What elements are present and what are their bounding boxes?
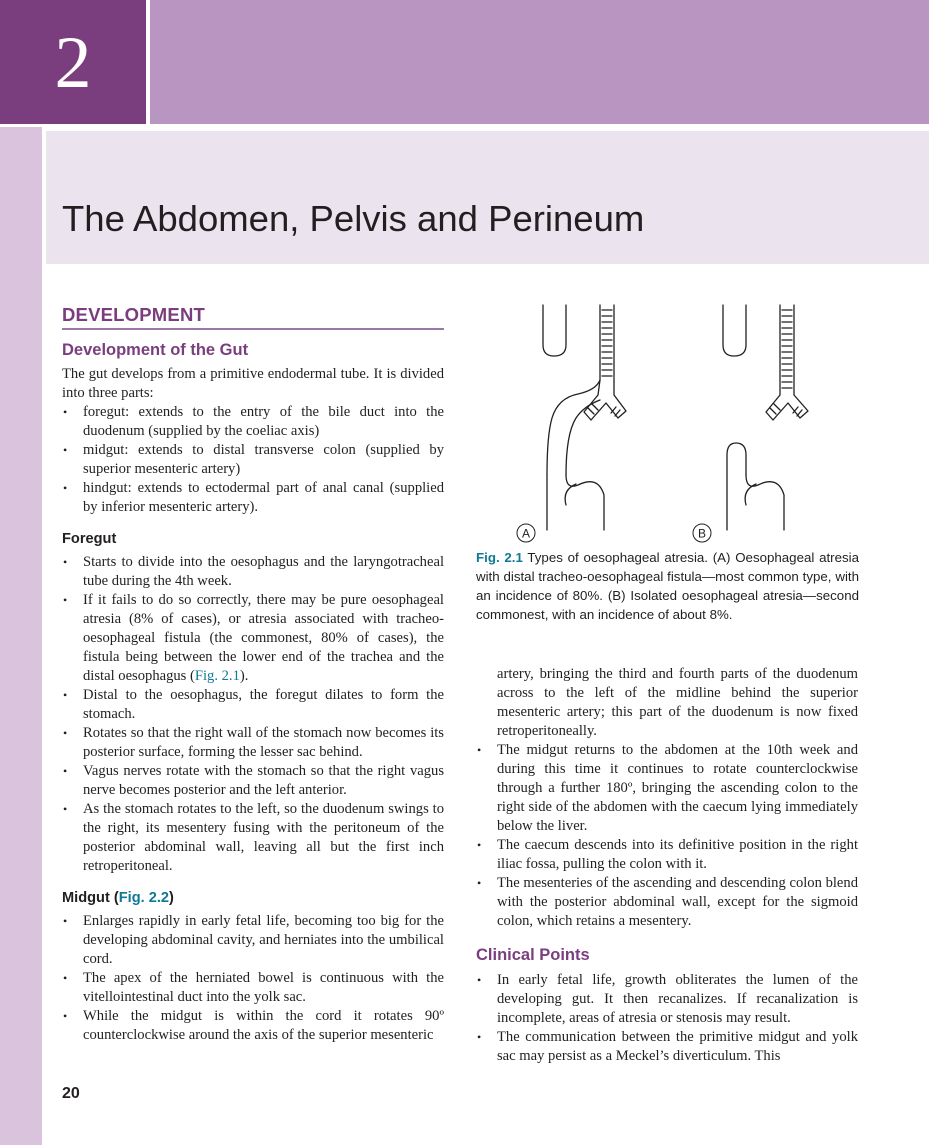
stomach-b — [727, 443, 784, 530]
list-item: • The apex of the herniated bowel is continuous with the vitellointestinal duct into the yolk sac. — [63, 970, 444, 1005]
svg-text:B: B — [697, 526, 707, 541]
left-margin-band — [0, 127, 42, 1145]
upper-pouch-b — [723, 305, 746, 356]
clinical-points-heading: Clinical Points — [476, 946, 590, 964]
list-item: • hindgut: extends to ectodermal part of anal canal (supplied by inferior mesenteric artery). — [63, 480, 444, 515]
trachea-a — [547, 305, 626, 475]
fig-2-2-link[interactable]: Fig. 2.2 — [118, 890, 170, 906]
label-b — [693, 524, 711, 542]
chapter-number-block — [0, 0, 146, 124]
gut-heading: Development of the Gut — [62, 341, 249, 359]
svg-text:A: A — [521, 526, 531, 541]
page-number: 20 — [62, 1085, 80, 1102]
list-item: • midgut: extends to distal transverse colon (supplied by superior mesenteric artery) — [63, 442, 444, 477]
midgut-heading: Midgut (Fig. 2.2) — [62, 890, 174, 906]
list-item: • The mesenteries of the ascending and descending colon blend with the posterior abdominal wall, except for the sigmoid colon, which retains a mesentery. — [477, 875, 858, 929]
foregut-list — [62, 553, 444, 876]
chapter-number: 2 — [54, 22, 92, 104]
list-item: • The midgut returns to the abdomen at the 10th week and during this time it continues to rotate counterclockwise through a further 180º, bringing the ascending colon to the right side of the abdomen with the caecum lying immediately below the liver. — [477, 742, 858, 834]
list-item: • While the midgut is within the cord it rotates 90º counterclockwise around the axis of the superior mesenteric — [63, 1008, 444, 1043]
stomach-a — [547, 400, 604, 530]
gut-parts-list — [62, 403, 444, 517]
list-item: • Distal to the oesophagus, the foregut dilates to form the stomach. — [63, 687, 444, 722]
list-item: • Starts to divide into the oesophagus and the laryngotracheal tube during the 4th week. — [63, 554, 444, 589]
clinical-list — [476, 971, 858, 1066]
midgut-list — [62, 912, 444, 1045]
trachea-b — [766, 305, 808, 420]
list-item: • As the stomach rotates to the left, so the duodenum swings to the right, its mesentery fusing with the peritoneum of the posterior abdominal wall, leaving all but the first inch retroperitoneal. — [63, 801, 444, 874]
list-item: • If it fails to do so correctly, there may be pure oesophageal atresia (8% of cases), or atresia associated with tracheo-oesophageal fistula (the commonest, 80% of cases), the fistula being between the lower end of the trachea and the distal oesophagus (Fig. 2.1). — [63, 592, 444, 684]
upper-pouch-a — [543, 305, 566, 356]
list-item: • foregut: extends to the entry of the bile duct into the duodenum (supplied by the coeliac axis) — [63, 404, 444, 439]
chapter-title: The Abdomen, Pelvis and Perineum — [62, 198, 645, 239]
left-column — [62, 304, 444, 1045]
oesophageal-atresia-figure — [500, 300, 860, 545]
fig-2-1-link[interactable]: Fig. 2.1 — [194, 668, 240, 684]
list-item: • Rotates so that the right wall of the stomach now becomes its posterior surface, forming the lesser sac behind. — [63, 725, 444, 760]
list-item: • The communication between the primitive midgut and yolk sac may persist as a Meckel’s diverticulum. This — [477, 1029, 858, 1064]
right-column — [476, 665, 858, 1066]
list-item: • Enlarges rapidly in early fetal life, becoming too big for the developing abdominal cavity, and herniates into the umbilical cord. — [63, 913, 444, 967]
midgut-continuation: artery, bringing the third and fourth parts of the duodenum across to the left of the midline behind the superior mesenteric artery; this part of the duodenum is now fixed retroperitoneally. — [497, 666, 858, 739]
caption-label: Fig. 2.1 — [476, 550, 523, 565]
list-item: • Vagus nerves rotate with the stomach so that the right vagus nerve becomes posterior and the left anterior. — [63, 763, 444, 798]
label-a — [517, 524, 535, 542]
figure-caption: Fig. 2.1 Types of oesophageal atresia. (A) Oesophageal atresia with distal tracheo-oesophageal fistula—most common type, with an incidence of 80%. (B) Isolated oesophageal atresia—second commonest, with an incidence of about 8%. — [476, 550, 859, 622]
list-item: • The caecum descends into its definitive position in the right iliac fossa, pulling the colon with it. — [477, 837, 858, 872]
gut-intro: The gut develops from a primitive endodermal tube. It is divided into three parts: — [62, 366, 444, 401]
section-heading: DEVELOPMENT — [62, 304, 444, 330]
foregut-heading: Foregut — [62, 531, 117, 547]
midgut-list-continued — [476, 741, 858, 931]
header-band — [150, 0, 929, 124]
list-item: • In early fetal life, growth obliterates the lumen of the developing gut. It then recanalizes. If recanalization is incomplete, areas of atresia or stenosis may result. — [477, 972, 858, 1026]
